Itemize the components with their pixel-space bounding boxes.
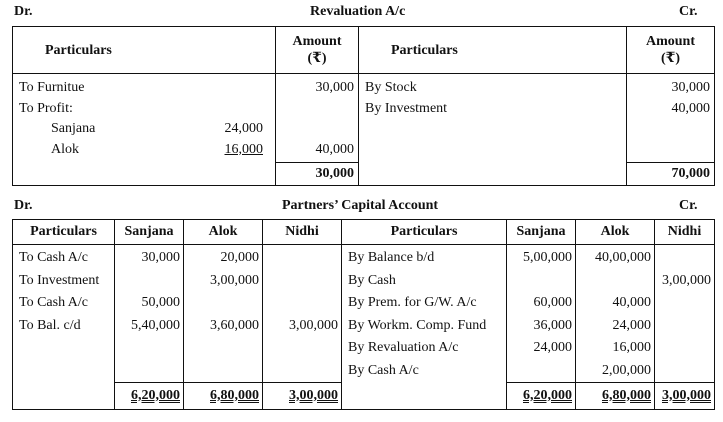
debit-nidhi [263, 270, 342, 293]
debit-total: 30,000 [276, 162, 359, 185]
credit-amount: 40,000 [627, 99, 715, 120]
currency-label: (₹) [660, 51, 681, 66]
capital-cr-label: Cr. [679, 198, 698, 213]
capital-total-row [13, 383, 715, 410]
total-credit-sanjana: 6,20,000 [507, 383, 576, 410]
revaluation-total-row [13, 162, 715, 185]
debit-sanjana [115, 270, 184, 293]
debit-alok: 3,00,000 [184, 270, 263, 293]
total-credit-alok: 6,80,000 [576, 383, 655, 410]
debit-sanjana: 5,40,000 [115, 315, 184, 338]
credit-particular: By Prem. for G/W. A/c [342, 292, 507, 315]
debit-nidhi [263, 292, 342, 315]
debit-nidhi [263, 360, 342, 383]
credit-amount-header [627, 27, 715, 74]
credit-particular: By Cash A/c [342, 360, 507, 383]
credit-sanjana [507, 360, 576, 383]
debit-sanjana: 50,000 [115, 292, 184, 315]
total-credit-nidhi: 3,00,000 [655, 383, 715, 410]
revaluation-title: Revaluation A/c [310, 4, 406, 19]
debit-particular: To Investment [19, 272, 100, 288]
credit-nidhi [655, 245, 715, 270]
col-header: Particulars [13, 220, 115, 245]
debit-particular: To Bal. c/d [19, 317, 81, 333]
debit-alok [184, 337, 263, 360]
credit-particular: By Cash [342, 270, 507, 293]
debit-particular: To Cash A/c [19, 295, 89, 310]
debit-label: To Profit: [19, 100, 73, 116]
amount-label: Amount [645, 34, 695, 49]
debit-amount [276, 119, 359, 140]
empty-cell [627, 140, 715, 163]
table-row [13, 315, 715, 338]
debit-amount-header [276, 27, 359, 74]
credit-amount: 30,000 [627, 74, 715, 99]
capital-title: Partners’ Capital Account [282, 198, 439, 213]
credit-nidhi [655, 315, 715, 338]
debit-sanjana: 30,000 [115, 245, 184, 270]
debit-alok: 20,000 [184, 245, 263, 270]
debit-sub-amount: 24,000 [224, 121, 263, 136]
credit-particular: By Revaluation A/c [342, 337, 507, 360]
empty-cell [13, 383, 115, 410]
credit-nidhi [655, 337, 715, 360]
credit-particular: By Workm. Comp. Fund [342, 315, 507, 338]
col-header: Nidhi [263, 220, 342, 245]
empty-cell [359, 119, 627, 140]
col-header: Nidhi [655, 220, 715, 245]
credit-sanjana: 36,000 [507, 315, 576, 338]
credit-label: By Stock [359, 74, 627, 99]
revaluation-header-row [13, 27, 715, 74]
col-header: Sanjana [507, 220, 576, 245]
total-debit-alok: 6,80,000 [184, 383, 263, 410]
credit-particulars-header: Particulars [359, 27, 627, 74]
debit-nidhi [263, 337, 342, 360]
revaluation-row [13, 99, 715, 120]
col-header: Particulars [342, 220, 507, 245]
capital-table [12, 219, 715, 410]
empty-cell [359, 162, 627, 185]
debit-amount: 40,000 [276, 140, 359, 163]
debit-sub-amount: 16,000 [224, 141, 263, 157]
col-header: Alok [576, 220, 655, 245]
revaluation-row [13, 140, 715, 163]
debit-amount [276, 99, 359, 120]
credit-sanjana: 24,000 [507, 337, 576, 360]
currency-label: (₹) [307, 51, 327, 66]
table-row [13, 360, 715, 383]
capital-body [13, 245, 715, 383]
debit-particulars-header: Particulars [13, 27, 276, 74]
total-debit-sanjana: 6,20,000 [115, 383, 184, 410]
credit-alok: 40,000 [576, 292, 655, 315]
credit-alok: 2,00,000 [576, 360, 655, 383]
col-header: Alok [184, 220, 263, 245]
credit-sanjana [507, 270, 576, 293]
debit-particular: To Cash A/c [19, 250, 89, 265]
capital-header-row [13, 220, 715, 245]
debit-sanjana [115, 360, 184, 383]
col-header: Sanjana [115, 220, 184, 245]
total-debit-nidhi: 3,00,000 [263, 383, 342, 410]
amount-label: Amount [292, 34, 342, 49]
debit-label: To Furnitue [19, 80, 85, 95]
table-row [13, 337, 715, 360]
table-row [13, 270, 715, 293]
credit-particular: By Balance b/d [342, 245, 507, 270]
credit-total: 70,000 [627, 162, 715, 185]
empty-cell [627, 119, 715, 140]
empty-cell [342, 383, 507, 410]
debit-particular [13, 360, 115, 383]
debit-sub-amount [196, 99, 276, 120]
credit-sanjana: 60,000 [507, 292, 576, 315]
credit-alok [576, 270, 655, 293]
debit-particular [13, 337, 115, 360]
credit-sanjana: 5,00,000 [507, 245, 576, 270]
credit-alok: 16,000 [576, 337, 655, 360]
credit-nidhi: 3,00,000 [655, 270, 715, 293]
debit-alok [184, 292, 263, 315]
credit-nidhi [655, 292, 715, 315]
revaluation-row [13, 119, 715, 140]
revaluation-cr-label: Cr. [679, 4, 698, 19]
table-row [13, 292, 715, 315]
revaluation-table [12, 26, 715, 186]
debit-nidhi: 3,00,000 [263, 315, 342, 338]
empty-cell [359, 140, 627, 163]
debit-label: Alok [51, 141, 79, 157]
credit-label: By Investment [359, 99, 627, 120]
credit-nidhi [655, 360, 715, 383]
debit-amount: 30,000 [276, 74, 359, 99]
revaluation-row [13, 74, 715, 99]
debit-nidhi [263, 245, 342, 270]
empty-cell [13, 162, 276, 185]
revaluation-dr-label: Dr. [14, 4, 33, 19]
table-row [13, 245, 715, 270]
debit-sub-amount [196, 74, 276, 99]
credit-alok: 24,000 [576, 315, 655, 338]
capital-dr-label: Dr. [14, 198, 33, 213]
debit-alok: 3,60,000 [184, 315, 263, 338]
debit-sanjana [115, 337, 184, 360]
debit-alok [184, 360, 263, 383]
credit-alok: 40,00,000 [576, 245, 655, 270]
debit-label: Sanjana [51, 121, 96, 136]
